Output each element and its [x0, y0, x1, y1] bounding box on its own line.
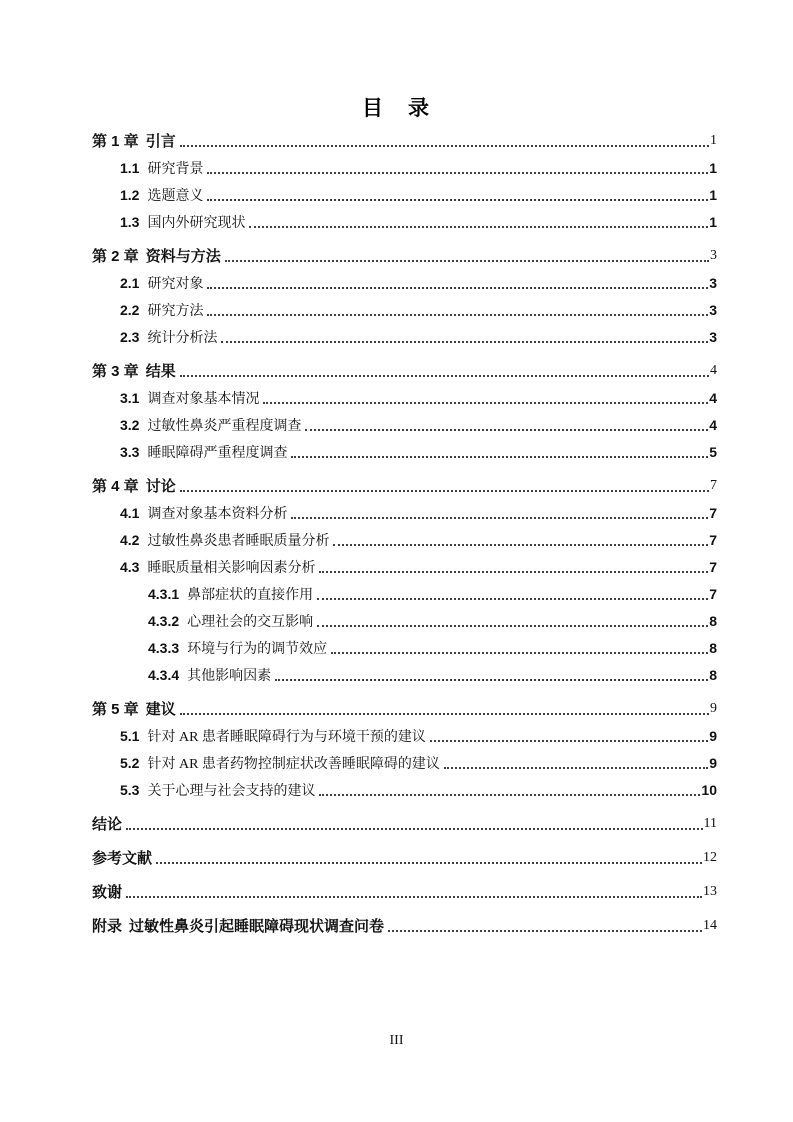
- toc-entry: [92, 181, 717, 208]
- toc-entry-number: 第 5 章: [92, 701, 139, 718]
- toc-entry-number: 3.2: [120, 416, 140, 433]
- toc-entry-page-number: 7: [709, 531, 717, 548]
- toc-list: [92, 127, 717, 939]
- toc-entry-page-number: 7: [709, 558, 717, 575]
- toc-entry-page-number: 8: [709, 666, 717, 683]
- toc-entry: [92, 526, 717, 553]
- toc-entry: [92, 878, 717, 905]
- dotted-leader: [331, 652, 708, 654]
- toc-entry-page-number: 1: [710, 132, 717, 148]
- toc-entry-page-number: 12: [703, 849, 717, 865]
- dotted-leader: [317, 598, 708, 600]
- toc-entry-number: 5.1: [120, 727, 140, 744]
- dotted-leader: [180, 375, 709, 377]
- dotted-leader: [126, 896, 702, 898]
- toc-entry-number: 1.3: [120, 213, 140, 230]
- toc-entry-page-number: 5: [709, 443, 717, 460]
- dotted-leader: [207, 199, 708, 201]
- dotted-leader: [430, 740, 708, 742]
- toc-entry: [92, 472, 717, 499]
- dotted-leader: [305, 429, 708, 431]
- toc-entry-number: 4.2: [120, 531, 140, 548]
- toc-title: 目 录: [362, 97, 431, 120]
- toc-entry-label: 研究对象: [147, 276, 204, 292]
- toc-entry-number: 2.3: [120, 328, 140, 345]
- toc-entry-page-number: 4: [710, 362, 717, 378]
- toc-entry-page-number: 9: [710, 700, 717, 716]
- toc-entry: [92, 661, 717, 688]
- toc-entry-label: 调查对象基本情况: [147, 391, 260, 407]
- toc-entry-page-number: 1: [709, 186, 717, 203]
- toc-entry-label: 国内外研究现状: [147, 215, 246, 231]
- toc-entry-page-number: 1: [709, 159, 717, 176]
- toc-entry-label: 调查对象基本资料分析: [147, 506, 288, 522]
- toc-entry-label: 心理社会的交互影响: [187, 614, 314, 630]
- toc-entry-label: 选题意义: [147, 188, 204, 204]
- dotted-leader: [156, 862, 702, 864]
- dotted-leader: [249, 226, 708, 228]
- toc-entry-label: 针对 AR 患者药物控制症状改善睡眠障碍的建议: [147, 756, 440, 772]
- footer-page-number: III: [389, 1033, 404, 1048]
- toc-entry-number: 4.3: [120, 558, 140, 575]
- toc-entry-page-number: 8: [709, 612, 717, 629]
- toc-entry-label: 研究方法: [147, 303, 204, 319]
- toc-entry-number: 3.3: [120, 443, 140, 460]
- toc-entry-page-number: 4: [709, 389, 717, 406]
- dotted-leader: [317, 625, 708, 627]
- dotted-leader: [207, 172, 708, 174]
- toc-entry-label: 睡眠质量相关影响因素分析: [147, 560, 316, 576]
- toc-entry-number: 第 1 章: [92, 133, 139, 150]
- toc-entry: [92, 749, 717, 776]
- toc-entry-label: 环境与行为的调节效应: [187, 641, 328, 657]
- dotted-leader: [180, 490, 709, 492]
- toc-entry-label: 关于心理与社会支持的建议: [147, 783, 316, 799]
- toc-entry-label: 统计分析法: [147, 330, 218, 346]
- dotted-leader: [207, 287, 708, 289]
- toc-entry: [92, 357, 717, 384]
- toc-entry-number: 2.2: [120, 301, 140, 318]
- toc-entry-label: 过敏性鼻炎严重程度调查: [147, 418, 302, 434]
- toc-entry: [92, 242, 717, 269]
- dotted-leader: [180, 713, 709, 715]
- toc-entry: [92, 296, 717, 323]
- toc-entry-label: 研究背景: [147, 161, 204, 177]
- toc-entry-page-number: 7: [709, 585, 717, 602]
- toc-entry-page-number: 4: [709, 416, 717, 433]
- dotted-leader: [319, 794, 700, 796]
- toc-entry-label: 建议: [145, 701, 176, 718]
- toc-entry-label: 过敏性鼻炎引起睡眠障碍现状调查问卷: [129, 918, 385, 935]
- toc-entry: [92, 411, 717, 438]
- toc-entry: [92, 695, 717, 722]
- toc-entry-number: 第 4 章: [92, 478, 139, 495]
- toc-entry-page-number: 3: [709, 328, 717, 345]
- toc-entry: [92, 438, 717, 465]
- dotted-leader: [444, 767, 708, 769]
- toc-entry-number: 4.1: [120, 504, 140, 521]
- toc-entry-page-number: 14: [703, 917, 717, 933]
- toc-entry-number: 附录: [92, 918, 123, 935]
- toc-entry: [92, 810, 717, 837]
- toc-entry-label: 资料与方法: [145, 248, 221, 265]
- toc-entry: [92, 384, 717, 411]
- toc-entry-number: 4.3.1: [148, 585, 180, 602]
- toc-entry-label: 其他影响因素: [187, 668, 272, 684]
- dotted-leader: [126, 828, 703, 830]
- toc-entry-label: 结果: [145, 363, 176, 380]
- dotted-leader: [221, 341, 708, 343]
- toc-entry: [92, 127, 717, 154]
- toc-entry-page-number: 8: [709, 639, 717, 656]
- toc-entry-page-number: 3: [710, 247, 717, 263]
- toc-entry: [92, 580, 717, 607]
- toc-entry: [92, 208, 717, 235]
- toc-entry-label: 参考文献: [92, 850, 153, 867]
- toc-entry-number: 3.1: [120, 389, 140, 406]
- toc-entry: [92, 154, 717, 181]
- toc-entry-label: 引言: [145, 133, 176, 150]
- toc-entry-page-number: 3: [709, 301, 717, 318]
- toc-entry: [92, 499, 717, 526]
- toc-entry-label: 致谢: [92, 884, 123, 901]
- toc-entry-page-number: 1: [709, 213, 717, 230]
- dotted-leader: [225, 260, 709, 262]
- toc-entry-page-number: 10: [701, 781, 717, 798]
- toc-entry: [92, 323, 717, 350]
- toc-entry: [92, 607, 717, 634]
- dotted-leader: [388, 930, 702, 932]
- toc-entry-number: 1.2: [120, 186, 140, 203]
- dotted-leader: [333, 544, 708, 546]
- dotted-leader: [291, 456, 708, 458]
- toc-entry-number: 4.3.2: [148, 612, 180, 629]
- toc-entry: [92, 634, 717, 661]
- dotted-leader: [275, 679, 708, 681]
- dotted-leader: [263, 402, 708, 404]
- toc-entry-page-number: 7: [710, 477, 717, 493]
- toc-entry-page-number: 7: [709, 504, 717, 521]
- toc-entry-number: 4.3.4: [148, 666, 180, 683]
- toc-entry-number: 5.2: [120, 754, 140, 771]
- toc-entry-label: 睡眠障碍严重程度调查: [147, 445, 288, 461]
- toc-entry-label: 过敏性鼻炎患者睡眠质量分析: [147, 533, 330, 549]
- toc-entry-label: 讨论: [145, 478, 176, 495]
- toc-entry: [92, 553, 717, 580]
- toc-entry-label: 鼻部症状的直接作用: [187, 587, 314, 603]
- toc-entry-page-number: 11: [703, 815, 717, 831]
- toc-entry-number: 2.1: [120, 274, 140, 291]
- toc-entry: [92, 912, 717, 939]
- toc-entry: [92, 776, 717, 803]
- toc-entry-number: 4.3.3: [148, 639, 180, 656]
- toc-entry-page-number: 3: [709, 274, 717, 291]
- dotted-leader: [291, 517, 708, 519]
- toc-entry-number: 5.3: [120, 781, 140, 798]
- toc-entry: [92, 844, 717, 871]
- dotted-leader: [180, 145, 709, 147]
- toc-entry-page-number: 9: [709, 754, 717, 771]
- dotted-leader: [207, 314, 708, 316]
- toc-entry-number: 第 3 章: [92, 363, 139, 380]
- toc-entry-label: 针对 AR 患者睡眠障碍行为与环境干预的建议: [147, 729, 426, 745]
- dotted-leader: [319, 571, 708, 573]
- toc-entry-number: 1.1: [120, 159, 140, 176]
- toc-entry-page-number: 9: [709, 727, 717, 744]
- toc-entry-page-number: 13: [703, 883, 717, 899]
- toc-entry: [92, 722, 717, 749]
- toc-entry-label: 结论: [92, 816, 123, 833]
- toc-entry: [92, 269, 717, 296]
- toc-entry-number: 第 2 章: [92, 248, 139, 265]
